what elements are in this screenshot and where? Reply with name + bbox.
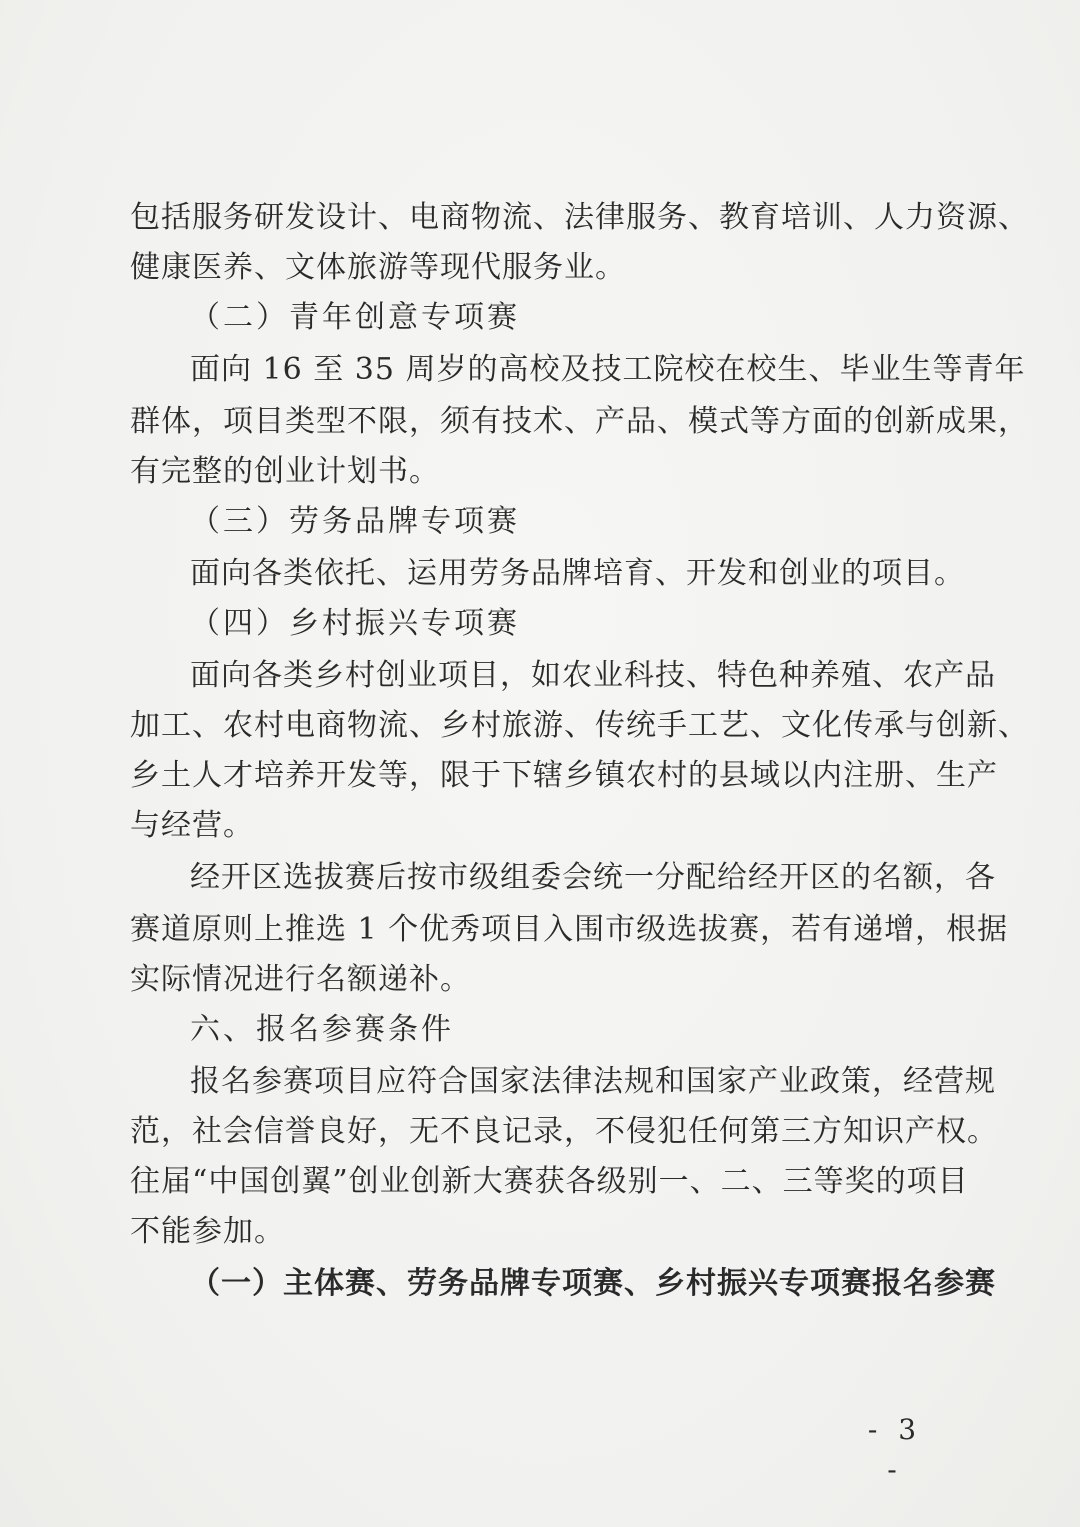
body-text-line: 不能参加。 <box>130 1214 285 1249</box>
body-text-line: 范，社会信誉良好，无不良记录，不侵犯任何第三方知识产权。 <box>130 1114 998 1149</box>
section-heading: （四）乡村振兴专项赛 <box>190 606 520 641</box>
body-text-line: 乡土人才培养开发等，限于下辖乡镇农村的县域以内注册、生产 <box>130 758 998 793</box>
section-heading: （一）主体赛、劳务品牌专项赛、乡村振兴专项赛报名参赛 <box>190 1266 996 1301</box>
body-text-line: 经开区选拔赛后按市级组委会统一分配给经开区的名额，各 <box>190 860 996 895</box>
body-text-line: 群体，项目类型不限，须有技术、产品、模式等方面的创新成果， <box>130 404 1029 439</box>
body-text-line: 有完整的创业计划书。 <box>130 454 440 489</box>
body-text-line: 实际情况进行名额递补。 <box>130 962 471 997</box>
body-text-line: 往届“中国创翼”创业创新大赛获各级别一、二、三等奖的项目 <box>130 1164 969 1199</box>
body-text-line: 加工、农村电商物流、乡村旅游、传统手工艺、文化传承与创新、 <box>130 708 1029 743</box>
body-text-line: 面向各类依托、运用劳务品牌培育、开发和创业的项目。 <box>190 556 965 591</box>
section-heading: （二）青年创意专项赛 <box>190 300 520 335</box>
body-text-line: 赛道原则上推选 1 个优秀项目入围市级选拔赛，若有递增，根据 <box>130 912 1009 947</box>
section-heading: 六、报名参赛条件 <box>190 1012 454 1047</box>
body-text-line: 面向各类乡村创业项目，如农业科技、特色种养殖、农产品 <box>190 658 996 693</box>
body-text-line: 面向 16 至 35 周岁的高校及技工院校在校生、毕业生等青年 <box>190 352 1026 387</box>
body-text-line: 报名参赛项目应符合国家法律法规和国家产业政策，经营规 <box>190 1064 996 1099</box>
section-heading: （三）劳务品牌专项赛 <box>190 504 520 539</box>
page-number: - 3 - <box>867 1413 923 1486</box>
body-text-line: 包括服务研发设计、电商物流、法律服务、教育培训、人力资源、 <box>130 200 1029 235</box>
body-text-line: 与经营。 <box>130 808 254 843</box>
body-text-line: 健康医养、文体旅游等现代服务业。 <box>130 250 626 285</box>
